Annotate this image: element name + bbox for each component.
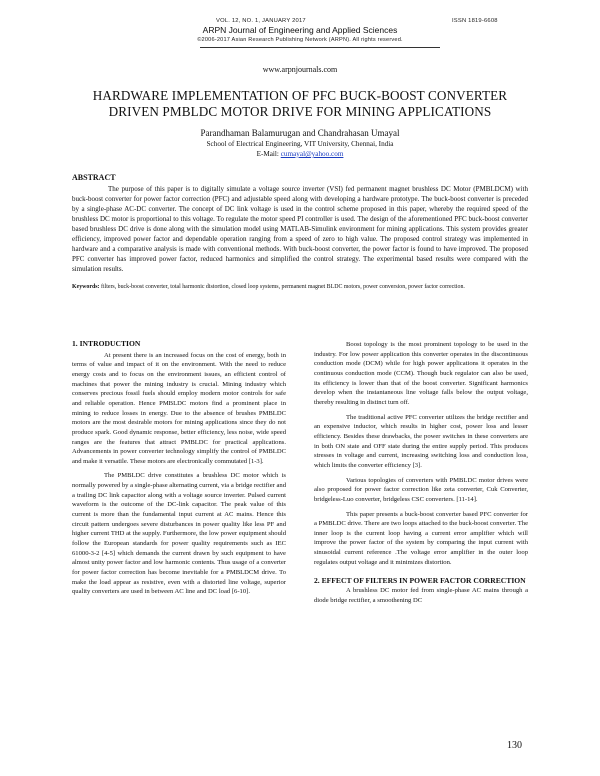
- abstract-heading: ABSTRACT: [72, 173, 116, 182]
- paper-title: [40, 88, 560, 120]
- section-heading: 1. INTRODUCTION: [72, 339, 141, 348]
- keywords-label: Keywords:: [72, 284, 100, 290]
- section-heading: 2. EFFECT OF FILTERS IN POWER FACTOR CORRECTION: [314, 576, 526, 586]
- right-column: [314, 340, 528, 605]
- paragraph: Boost topology is the most prominent topology to be used in the industry. For low power application this converter operates in the discontinuous conduction mode (DCM) while for high power applications it operates in the continuous conduction mode (CCM). Though buck regulator can also be used, its efficiency is lower than that of the boost converter. Significant harmonics develop when the instantaneous line voltage falls below the output voltage, thereby resulting in distinct turn off.: [314, 341, 528, 406]
- keywords: [72, 283, 528, 292]
- journal-website[interactable]: www.arpnjournals.com: [262, 65, 338, 74]
- title-line: HARDWARE IMPLEMENTATION OF PFC BUCK-BOOST CONVERTER: [92, 88, 508, 103]
- email-link[interactable]: cumayal@yahoo.com: [280, 150, 344, 158]
- title-line: DRIVEN PMBLDC MOTOR DRIVE FOR MINING APPLICATIONS: [108, 104, 492, 119]
- email-line: [0, 150, 600, 159]
- issn: ISSN 1819-6608: [452, 18, 498, 24]
- authors: Parandhaman Balamurugan and Chandrahasan Umayal: [200, 128, 400, 138]
- affiliation: School of Electrical Engineering, VIT University, Chennai, India: [206, 140, 394, 148]
- volume-line: VOL. 12, NO. 1, JANUARY 2017: [216, 18, 306, 24]
- paragraph: Various topologies of converters with PMBLDC motor drives were also proposed for power factor correction like zeta converter, Cuk Converter, bridgeless-Luo converter, bridgeless CSC converters. [11-14].: [314, 476, 528, 503]
- abstract-text: The purpose of this paper is to digitally simulate a voltage source inverter (VSI) fed permanent magnet brushless DC Motor (PMBLDCM) with buck-boost converter for power factor correction (PFC) and adjustable speed along with developing a hardware prototype. The buck-boost converter is preceded by a single-phase AC-DC converter. The concept of DC link voltage is used in the control scheme proposed in this paper, whereby the required speed of the brushless DC motor is proportional to this voltage. To regulate the motor speed PI controller is used. The design of the aforementioned PFC buck-boost converter based brushless DC drive is done along with the simulation model using MATLAB-Simulink environment for mining applications. This system provides greater efficiency, improved power factor and dependable operation ranging from a speed of zero to high value. The proposed control strategy was implemented in hardware and a comparative analysis is made with conventional methods. With buck-boost converter, the power factor is found to have improved. The proposed PFC converter has improved power factor, reduced harmonics and simplified the control strategy. The experimental based results were compared with the simulation results.: [72, 185, 528, 273]
- header-divider: [200, 47, 440, 48]
- paragraph: A brushless DC motor fed from single-phase AC mains through a diode bridge rectifier, a smoothening DC: [314, 587, 528, 604]
- paragraph: The PMBLDC drive constitutes a brushless DC motor which is normally powered by a single-phase alternating current, via a bridge rectifier and a trailing DC link capacitor along with a voltage source inverter. Pulsed current waveform is the outcome of the DC-link capacitor. The peak value of this current is more than the fundamental input current at AC mains. Hence this circuit pattern undergoes severe disturbances in power quality like less PF and higher current THD at the supply. Furthermore, the low power equipment should follow the European standards for power quality requirements such as IEC 61000-3-2 [4-5] which demands the current drawn by such equipment to have almost unity power factor and low harmonic contents. Thus usage of a converter for power factor correction has become inevitable for a PMBLDCM drive. To make the load appear as resistive, even with a distorted line voltage, superior quality converters are used in between AC line and DC load [6-10].: [72, 472, 286, 596]
- paragraph: The traditional active PFC converter utilizes the bridge rectifier and an expensive inductor, which results in higher cost, power loss and lesser efficiency. Besides these drawbacks, the power switches in these converters are in both ON state and OFF state during the entire supply period. This produces stresses in voltage and current, increasing switching loss and conduction loss, which limits the converter efficiency [3].: [314, 413, 528, 469]
- paragraph: At present there is an increased focus on the cost of energy, both in terms of value and impact of it on the environment. With the need to reduce energy costs and to focus on the environment issues, an efficient control of machines that power the mining industry is crucial. Mining industry which conserves precious fossil fuels should employ modern motor controls for safe and reliable operation. Hence PMBLDC motors find a prominent place in mining to reduce losses in energy. Due to the absence of brushes PMBLDC motors are the most desirable motors for mining applications since they do not produce spark. Good dynamic response, better efficiency, less noise, wide speed ranges are the features that attract PMBLDC for practical applications. Advancements in power converter technology simplify the control of PMBLDC and make it versatile. These motors are electronically commutated [1-3].: [72, 351, 286, 465]
- paragraph: This paper presents a buck-boost converter based PFC converter for a PMBLDC drive. There are two loops attached to the buck-boost converter. The inner loop is the current loop having a current error amplifier which will improve the power factor of the system by comparing the input current with sinusoidal current reference .The voltage error amplifier in the outer loop regulates output voltage and it minimizes distortion.: [314, 510, 528, 566]
- email-label: E-Mail:: [256, 150, 279, 158]
- page-number: 130: [507, 740, 522, 751]
- keywords-text: filters, buck-boost converter, total harmonic distortion, closed loop systems, permanent magnet BLDC motors, power conversion, power factor correction.: [100, 284, 465, 290]
- journal-name: ARPN Journal of Engineering and Applied Sciences: [202, 25, 398, 35]
- copyright-line: ©2006-2017 Asian Research Publishing Network (ARPN). All rights reserved.: [197, 37, 403, 43]
- left-column: [72, 339, 286, 597]
